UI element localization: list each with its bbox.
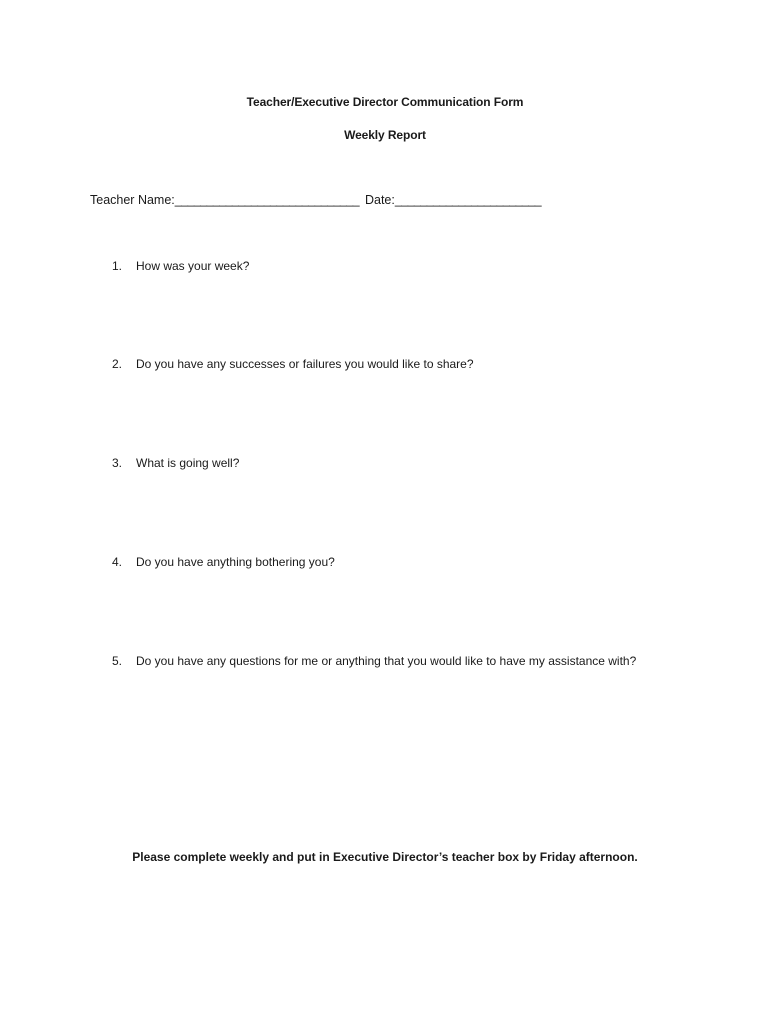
question-text: Do you have any successes or failures you would like to share? xyxy=(136,357,474,371)
question-5 xyxy=(112,654,636,668)
date-label: Date: xyxy=(364,193,395,207)
question-number: 4. xyxy=(112,555,123,569)
date-field[interactable]: _______________________ xyxy=(394,193,541,207)
teacher-name-label: Teacher Name: xyxy=(90,193,175,207)
question-text: Do you have any questions for me or anything that you would like to have my assistance with? xyxy=(136,654,637,668)
form-title: Teacher/Executive Director Communication Form xyxy=(246,95,524,109)
question-text: Do you have anything bothering you? xyxy=(136,555,335,569)
question-3 xyxy=(112,456,239,470)
form-subtitle: Weekly Report xyxy=(344,128,426,142)
question-number: 1. xyxy=(112,259,123,273)
header-fields xyxy=(90,193,541,207)
teacher-name-field[interactable]: _____________________________ xyxy=(174,193,359,207)
question-number: 5. xyxy=(112,654,123,668)
question-2 xyxy=(112,357,474,371)
question-1 xyxy=(112,259,249,273)
question-number: 3. xyxy=(112,456,123,470)
question-4 xyxy=(112,555,335,569)
question-text: How was your week? xyxy=(136,259,250,273)
question-text: What is going well? xyxy=(136,456,240,470)
question-number: 2. xyxy=(112,357,123,371)
instructions-note: Please complete weekly and put in Executive Director’s teacher box by Friday afternoon. xyxy=(132,850,638,864)
